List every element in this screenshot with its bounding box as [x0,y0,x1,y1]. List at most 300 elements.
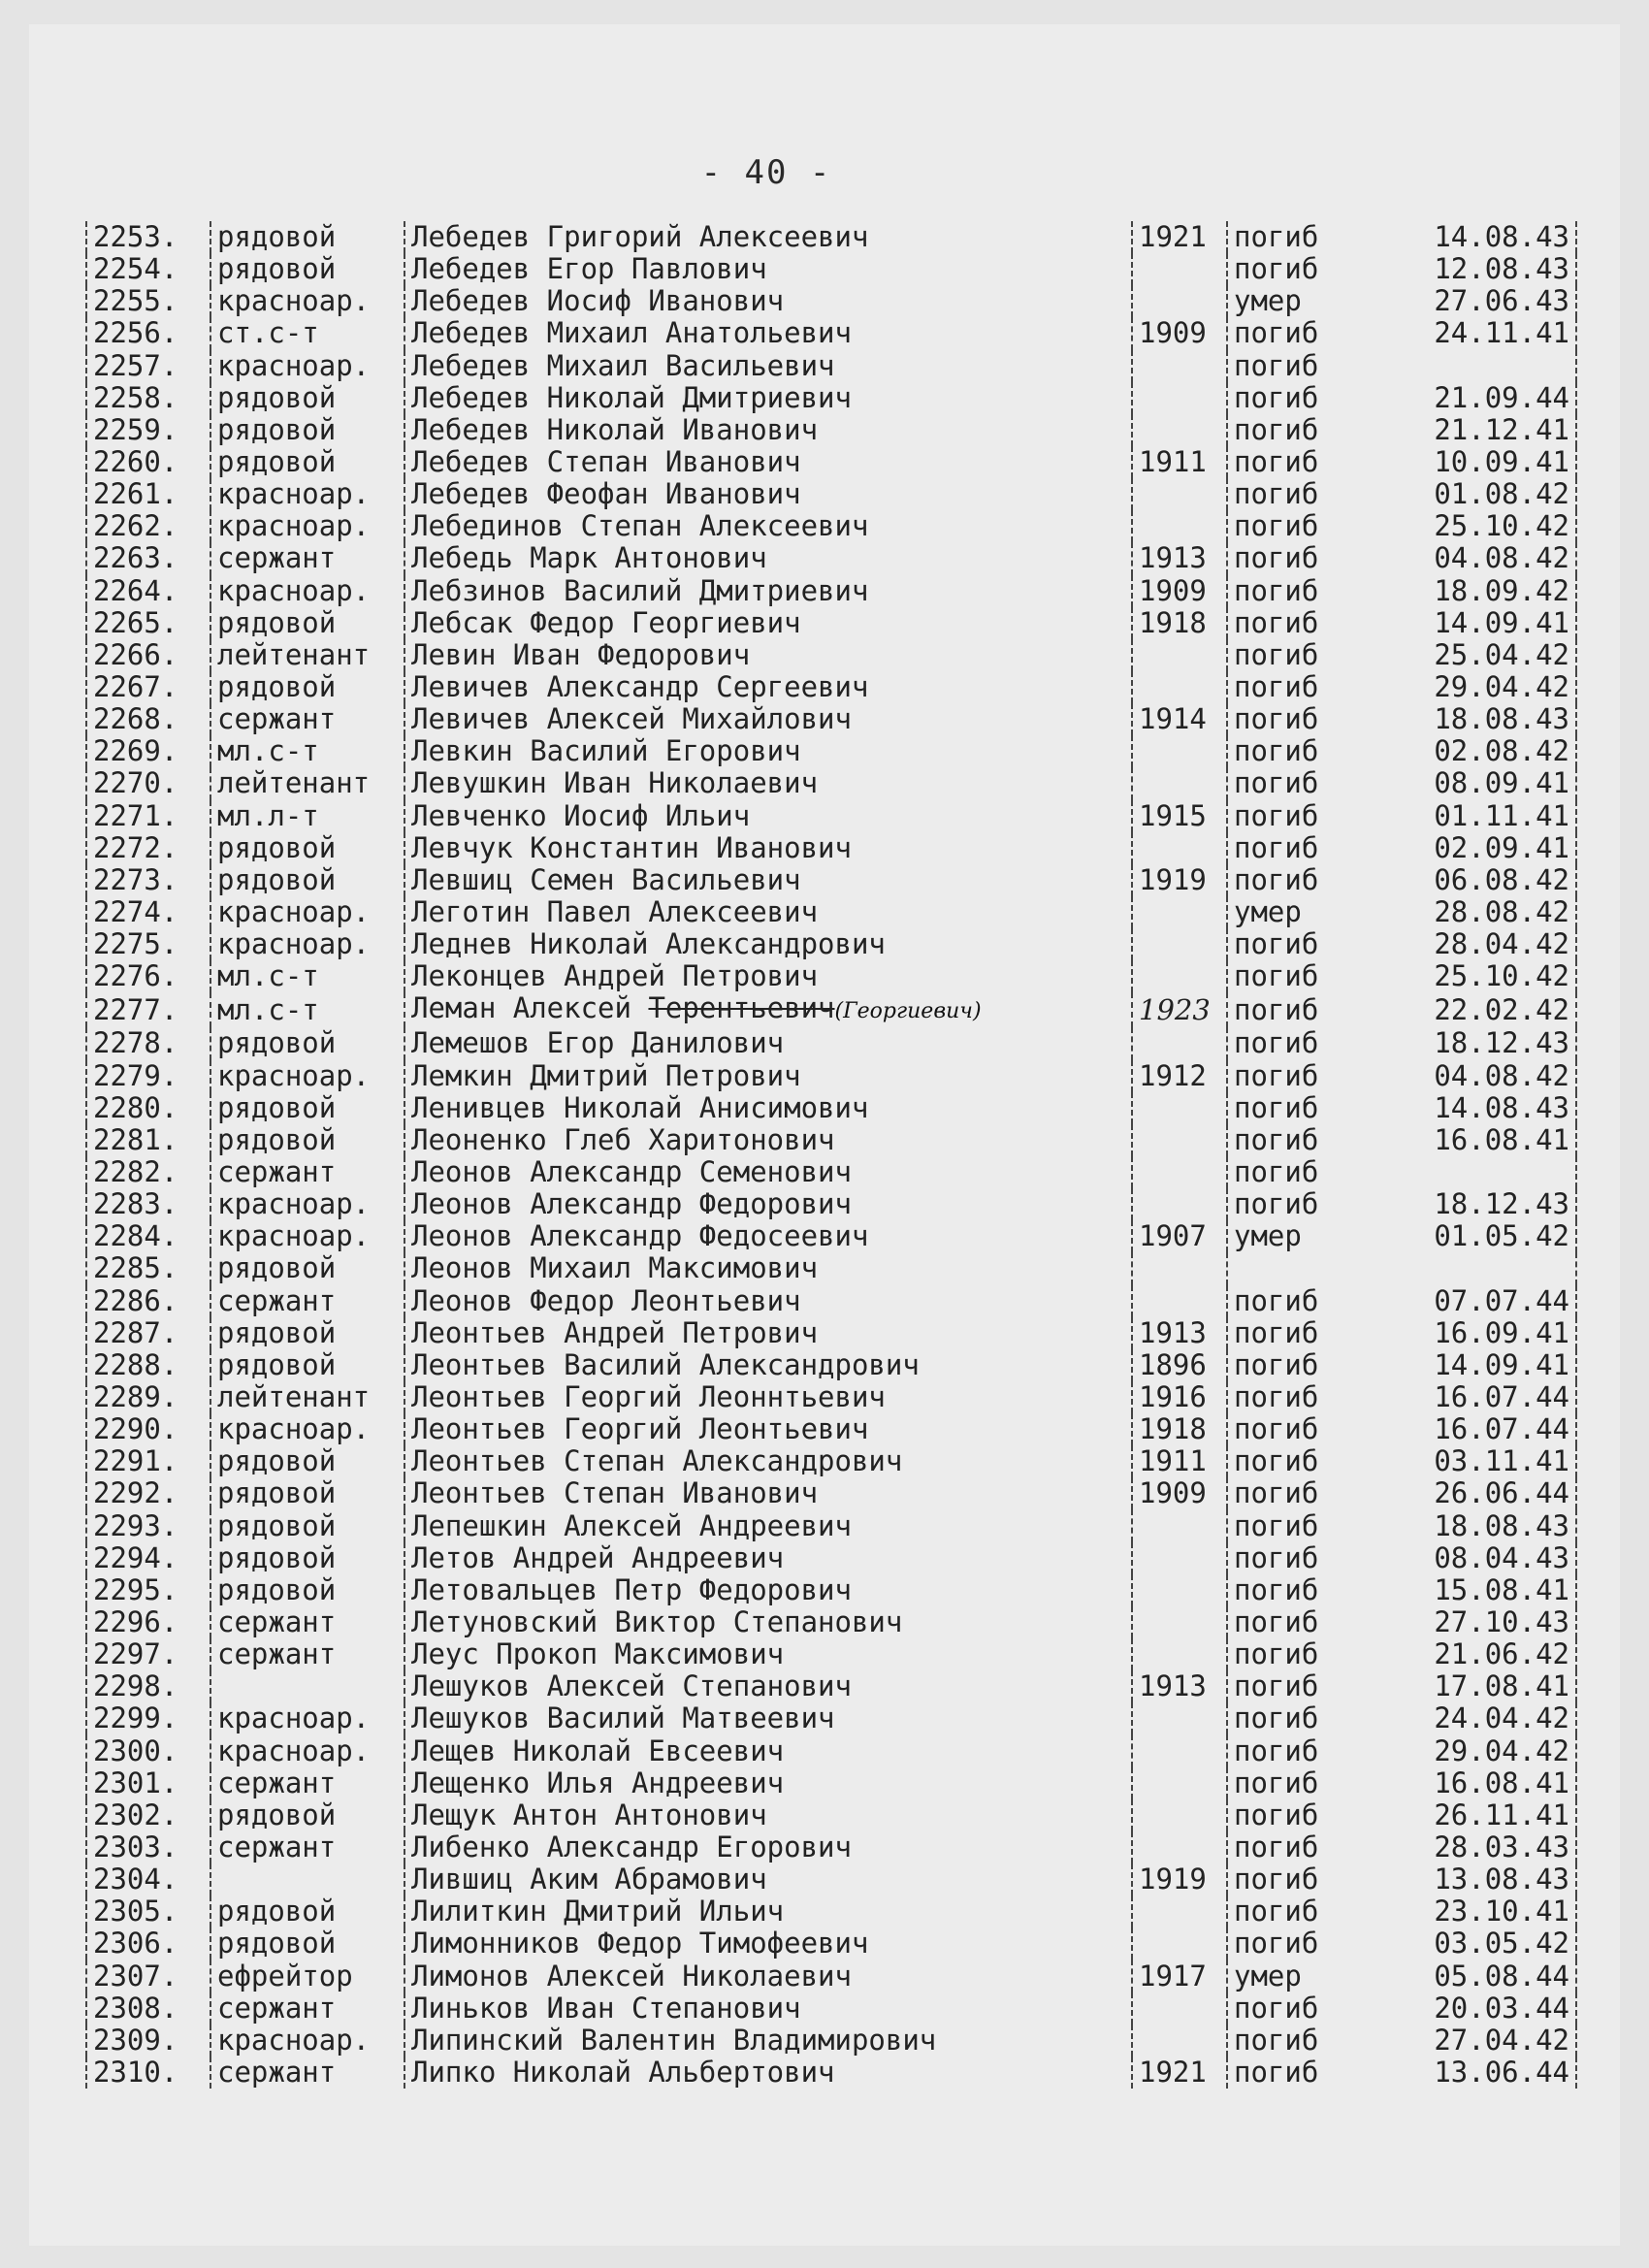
fate-status-text: погиб [1234,638,1319,671]
record-number-text: 2300. [93,1734,178,1767]
military-rank-text: сержант [217,1766,337,1799]
table-row [86,1381,1576,1413]
record-number [86,703,210,735]
table-row [86,1606,1576,1638]
record-number-text: 2264. [93,574,178,607]
fate-status-text: погиб [1234,1895,1319,1928]
birth-year-text: 1909 [1139,1477,1207,1510]
full-name [404,928,1132,960]
military-rank [210,510,404,542]
table-row [86,703,1576,735]
fate-status-text: погиб [1234,670,1319,704]
military-rank [210,1670,404,1702]
record-number-text: 2276. [93,960,178,993]
fate-status [1227,1734,1379,1766]
register-body [86,221,1576,2089]
full-name-text: Лебедь Марк Антонович [411,542,767,575]
full-name [404,800,1132,832]
full-name [404,542,1132,574]
full-name-text: Леонтьев Степан Александрович [411,1445,903,1478]
table-row [86,928,1576,960]
military-rank-text: мл.с-т [217,960,319,993]
full-name [404,1702,1132,1734]
date-of-death [1379,832,1576,864]
full-name [404,832,1132,864]
military-rank-text: красноар. [217,478,371,511]
full-name [404,446,1132,478]
military-rank-text: рядовой [217,1123,337,1156]
fate-status [1227,639,1379,671]
fate-status-text: погиб [1234,1445,1319,1478]
full-name-text: Лебедев Степан Иванович [411,445,801,479]
record-number [86,1124,210,1156]
birth-year [1132,1317,1227,1349]
date-of-death [1379,864,1576,896]
birth-year [1132,1574,1227,1606]
military-rank [210,1606,404,1638]
record-number [86,671,210,703]
table-row [86,253,1576,285]
date-of-death [1379,1702,1576,1734]
date-of-death [1379,1993,1576,2025]
date-of-death-text: 12.08.43 [1434,253,1569,286]
record-number-text: 2287. [93,1316,178,1349]
military-rank [210,253,404,285]
date-of-death-text: 07.07.44 [1434,1284,1569,1317]
birth-year [1132,1863,1227,1895]
date-of-death [1379,542,1576,574]
full-name-text: Лемешов Егор Данилович [411,1027,785,1060]
date-of-death [1379,1477,1576,1509]
birth-year [1132,2025,1227,2057]
date-of-death [1379,1863,1576,1895]
record-number-text: 2274. [93,895,178,929]
military-rank-text: красноар. [217,1220,371,1253]
date-of-death-text: 24.04.42 [1434,1702,1569,1735]
full-name-text: Леонтьев Андрей Петрович [411,1316,819,1349]
full-name [404,1317,1132,1349]
full-name [404,478,1132,510]
date-of-death [1379,1831,1576,1863]
birth-year [1132,1895,1227,1928]
date-of-death-text: 02.08.42 [1434,735,1569,768]
fate-status [1227,1542,1379,1574]
birth-year [1132,1767,1227,1799]
date-of-death [1379,1027,1576,1059]
date-of-death-text: 14.09.41 [1434,606,1569,639]
fate-status-text: погиб [1234,1027,1319,1060]
fate-status [1227,1993,1379,2025]
full-name [404,1477,1132,1509]
date-of-death [1379,1220,1576,1252]
date-of-death-text: 18.08.43 [1434,1509,1569,1542]
table-row [86,542,1576,574]
military-rank [210,2025,404,2057]
table-row [86,317,1576,349]
military-rank [210,414,404,446]
full-name [404,1060,1132,1092]
military-rank-text: красноар. [217,1734,371,1767]
table-row [86,2025,1576,2057]
birth-year [1132,575,1227,607]
military-rank-text: мл.с-т [217,992,319,1026]
full-name-text: Лебсак Федор Георгиевич [411,606,801,639]
record-number [86,575,210,607]
fate-status [1227,1670,1379,1702]
fate-status [1227,2057,1379,2089]
full-name [404,1638,1132,1670]
record-number-text: 2286. [93,1284,178,1317]
military-rank [210,221,404,253]
fate-status-text: погиб [1234,413,1319,446]
fate-status [1227,896,1379,928]
full-name-text: Леоненко Глеб Харитонович [411,1123,835,1156]
fate-status [1227,1317,1379,1349]
table-row [86,1863,1576,1895]
record-number [86,1252,210,1284]
record-number [86,1638,210,1670]
record-number [86,1413,210,1445]
fate-status [1227,1285,1379,1317]
date-of-death-text: 28.04.42 [1434,928,1569,961]
fate-status-text: погиб [1234,478,1319,511]
table-row [86,1799,1576,1831]
fate-status [1227,1767,1379,1799]
birth-year [1132,896,1227,928]
record-number-text: 2290. [93,1413,178,1446]
date-of-death [1379,1285,1576,1317]
birth-year-text: 1909 [1139,317,1207,350]
casualty-register-table [85,221,1577,2089]
full-name-text: Липко Николай Альбертович [411,2056,835,2089]
military-rank-text: рядовой [217,1541,337,1574]
table-row [86,350,1576,382]
full-name-text: Лебедев Феофан Иванович [411,478,801,511]
birth-year [1132,1960,1227,1992]
date-of-death-text: 17.08.41 [1434,1670,1569,1703]
military-rank [210,1092,404,1124]
full-name-text: Леонов Александр Федорович [411,1188,852,1221]
table-row [86,1638,1576,1670]
fate-status [1227,832,1379,864]
birth-year [1132,1509,1227,1541]
table-row [86,575,1576,607]
full-name-text: Лещук Антон Антонович [411,1798,767,1831]
date-of-death [1379,1156,1576,1188]
fate-status-text: погиб [1234,606,1319,639]
record-number [86,350,210,382]
record-number [86,285,210,317]
full-name-text: Левин Иван Федорович [411,638,751,671]
fate-status-text: погиб [1234,1348,1319,1381]
fate-status [1227,1863,1379,1895]
date-of-death-text: 04.08.42 [1434,1059,1569,1092]
record-number-text: 2299. [93,1702,178,1735]
birth-year [1132,607,1227,639]
record-number-text: 2266. [93,638,178,671]
record-number [86,1220,210,1252]
military-rank [210,1702,404,1734]
record-number [86,446,210,478]
date-of-death [1379,1124,1576,1156]
record-number-text: 2298. [93,1670,178,1703]
fate-status-text: погиб [1234,703,1319,736]
full-name [404,1027,1132,1059]
fate-status-text: погиб [1234,2024,1319,2057]
record-number-text: 2277. [93,992,178,1026]
page-number: - 40 - [700,153,832,192]
full-name [404,1960,1132,1992]
full-name [404,1928,1132,1960]
military-rank-text: красноар. [217,285,371,318]
full-name-text: Леонтьев Георгий Леоннтьевич [411,1380,886,1413]
fate-status [1227,800,1379,832]
date-of-death-text: 24.11.41 [1434,317,1569,350]
military-rank-text: красноар. [217,2024,371,2057]
table-row [86,1734,1576,1766]
military-rank [210,317,404,349]
date-of-death [1379,735,1576,767]
date-of-death [1379,382,1576,414]
record-number [86,1960,210,1992]
military-rank [210,1574,404,1606]
birth-year [1132,1285,1227,1317]
full-name [404,510,1132,542]
birth-year-text: 1917 [1139,1960,1207,1993]
table-row [86,1960,1576,1992]
date-of-death-text: 18.12.43 [1434,1027,1569,1060]
fate-status-text: погиб [1234,445,1319,479]
record-number-text: 2258. [93,381,178,414]
military-rank-text: рядовой [217,221,337,254]
record-number-text: 2257. [93,349,178,382]
record-number-text: 2293. [93,1509,178,1542]
record-number-text: 2309. [93,2024,178,2057]
date-of-death [1379,1895,1576,1928]
military-rank [210,735,404,767]
fate-status-text: погиб [1234,1831,1319,1863]
date-of-death-text: 25.10.42 [1434,960,1569,993]
record-number [86,2057,210,2089]
record-number [86,960,210,992]
date-of-death [1379,896,1576,928]
full-name [404,992,1132,1027]
table-row [86,767,1576,799]
date-of-death-text: 06.08.42 [1434,863,1569,896]
record-number-text: 2284. [93,1220,178,1253]
date-of-death [1379,446,1576,478]
full-name [404,703,1132,735]
military-rank-text: лейтенант [217,638,371,671]
birth-year [1132,414,1227,446]
full-name [404,382,1132,414]
date-of-death-text: 27.10.43 [1434,1605,1569,1638]
fate-status [1227,1092,1379,1124]
full-name-text: Левкин Василий Егорович [411,735,801,768]
military-rank-text: красноар. [217,1059,371,1092]
military-rank [210,1993,404,2025]
full-name-text: Лемкин Дмитрий Петрович [411,1059,801,1092]
military-rank-text: рядовой [217,1091,337,1124]
record-number [86,1542,210,1574]
fate-status [1227,317,1379,349]
record-number-text: 2273. [93,863,178,896]
full-name-text: Леготин Павел Алексеевич [411,895,819,929]
date-of-death [1379,960,1576,992]
military-rank [210,1317,404,1349]
military-rank-text: рядовой [217,1928,337,1960]
fate-status [1227,1188,1379,1220]
full-name [404,1156,1132,1188]
table-row [86,1767,1576,1799]
full-name-text: Лимонов Алексей Николаевич [411,1960,852,1993]
date-of-death [1379,2057,1576,2089]
date-of-death-text: 22.02.42 [1434,992,1569,1026]
fate-status-text: погиб [1234,1573,1319,1606]
record-number-text: 2278. [93,1027,178,1060]
full-name-text: Леконцев Андрей Петрович [411,960,819,993]
fate-status-text: погиб [1234,1284,1319,1317]
full-name-text: Летуновский Виктор Степанович [411,1605,903,1638]
fate-status-text: погиб [1234,253,1319,286]
record-number-text: 2291. [93,1445,178,1478]
date-of-death-text: 29.04.42 [1434,1734,1569,1767]
birth-year [1132,928,1227,960]
birth-year [1132,317,1227,349]
fate-status-text: погиб [1234,1509,1319,1542]
date-of-death-text: 04.08.42 [1434,542,1569,575]
record-number [86,1574,210,1606]
full-name [404,285,1132,317]
date-of-death-text: 01.05.42 [1434,1220,1569,1253]
birth-year-text: 1915 [1139,799,1207,832]
military-rank [210,1285,404,1317]
military-rank [210,1349,404,1381]
record-number-text: 2267. [93,670,178,704]
full-name-text: Леонов Александр Федосеевич [411,1220,869,1253]
table-row [86,1445,1576,1477]
date-of-death [1379,575,1576,607]
record-number-text: 2282. [93,1155,178,1188]
record-number [86,1060,210,1092]
fate-status [1227,1060,1379,1092]
military-rank-text: красноар. [217,1188,371,1221]
military-rank-text: рядовой [217,1445,337,1478]
birth-year [1132,542,1227,574]
date-of-death [1379,350,1576,382]
fate-status [1227,992,1379,1027]
birth-year [1132,1252,1227,1284]
birth-year-text: 1913 [1139,1670,1207,1703]
birth-year [1132,253,1227,285]
military-rank-text: рядовой [217,1027,337,1060]
military-rank [210,864,404,896]
record-number [86,221,210,253]
fate-status [1227,1606,1379,1638]
military-rank [210,1960,404,1992]
date-of-death [1379,992,1576,1027]
birth-year [1132,1413,1227,1445]
military-rank-text: рядовой [217,381,337,414]
date-of-death [1379,1509,1576,1541]
record-number [86,510,210,542]
birth-year [1132,1734,1227,1766]
record-number [86,1509,210,1541]
full-name-text: Леонов Михаил Максимович [411,1252,819,1285]
table-row [86,896,1576,928]
fate-status [1227,1413,1379,1445]
record-number [86,1670,210,1702]
table-row [86,960,1576,992]
table-row [86,1317,1576,1349]
fate-status [1227,1445,1379,1477]
birth-year [1132,1831,1227,1863]
record-number-text: 2294. [93,1541,178,1574]
fate-status-text: погиб [1234,1477,1319,1510]
table-row [86,1285,1576,1317]
record-number-text: 2279. [93,1059,178,1092]
military-rank [210,1895,404,1928]
full-name-text: Лебединов Степан Алексеевич [411,510,869,543]
record-number-text: 2292. [93,1477,178,1510]
fate-status-text: погиб [1234,1123,1319,1156]
record-number [86,896,210,928]
military-rank-text: рядовой [217,445,337,479]
date-of-death [1379,703,1576,735]
full-name [404,350,1132,382]
birth-year-text: 1918 [1139,606,1207,639]
table-row [86,285,1576,317]
table-row [86,1124,1576,1156]
record-number [86,478,210,510]
table-row [86,1220,1576,1252]
table-row [86,1060,1576,1092]
date-of-death [1379,1928,1576,1960]
full-name-text: Леонтьев Георгий Леонтьевич [411,1413,869,1446]
military-rank-text: рядовой [217,606,337,639]
full-name-text: Леонов Федор Леонтьевич [411,1284,801,1317]
fate-status-text: умер [1234,1960,1302,1993]
full-name [404,1349,1132,1381]
date-of-death-text: 16.08.41 [1434,1766,1569,1799]
fate-status-text: погиб [1234,1863,1319,1896]
date-of-death-text: 18.09.42 [1434,574,1569,607]
record-number [86,1317,210,1349]
fate-status-text: погиб [1234,1316,1319,1349]
birth-year [1132,1124,1227,1156]
birth-year-text: 1921 [1139,2056,1207,2089]
table-row [86,1349,1576,1381]
date-of-death [1379,767,1576,799]
birth-year-text: 1918 [1139,1413,1207,1446]
record-number [86,1027,210,1059]
full-name [404,1799,1132,1831]
military-rank-text: мл.с-т [217,735,319,768]
full-name [404,1734,1132,1766]
fate-status [1227,960,1379,992]
record-number-text: 2305. [93,1895,178,1928]
fate-status-text: погиб [1234,1091,1319,1124]
date-of-death-text: 25.10.42 [1434,510,1569,543]
date-of-death-text: 16.09.41 [1434,1316,1569,1349]
birth-year-text: 1919 [1139,863,1207,896]
fate-status-text: погиб [1234,221,1319,254]
full-name [404,414,1132,446]
date-of-death [1379,1413,1576,1445]
record-number [86,2025,210,2057]
full-name [404,1092,1132,1124]
full-name-text: Линьков Иван Степанович [411,1992,801,2025]
